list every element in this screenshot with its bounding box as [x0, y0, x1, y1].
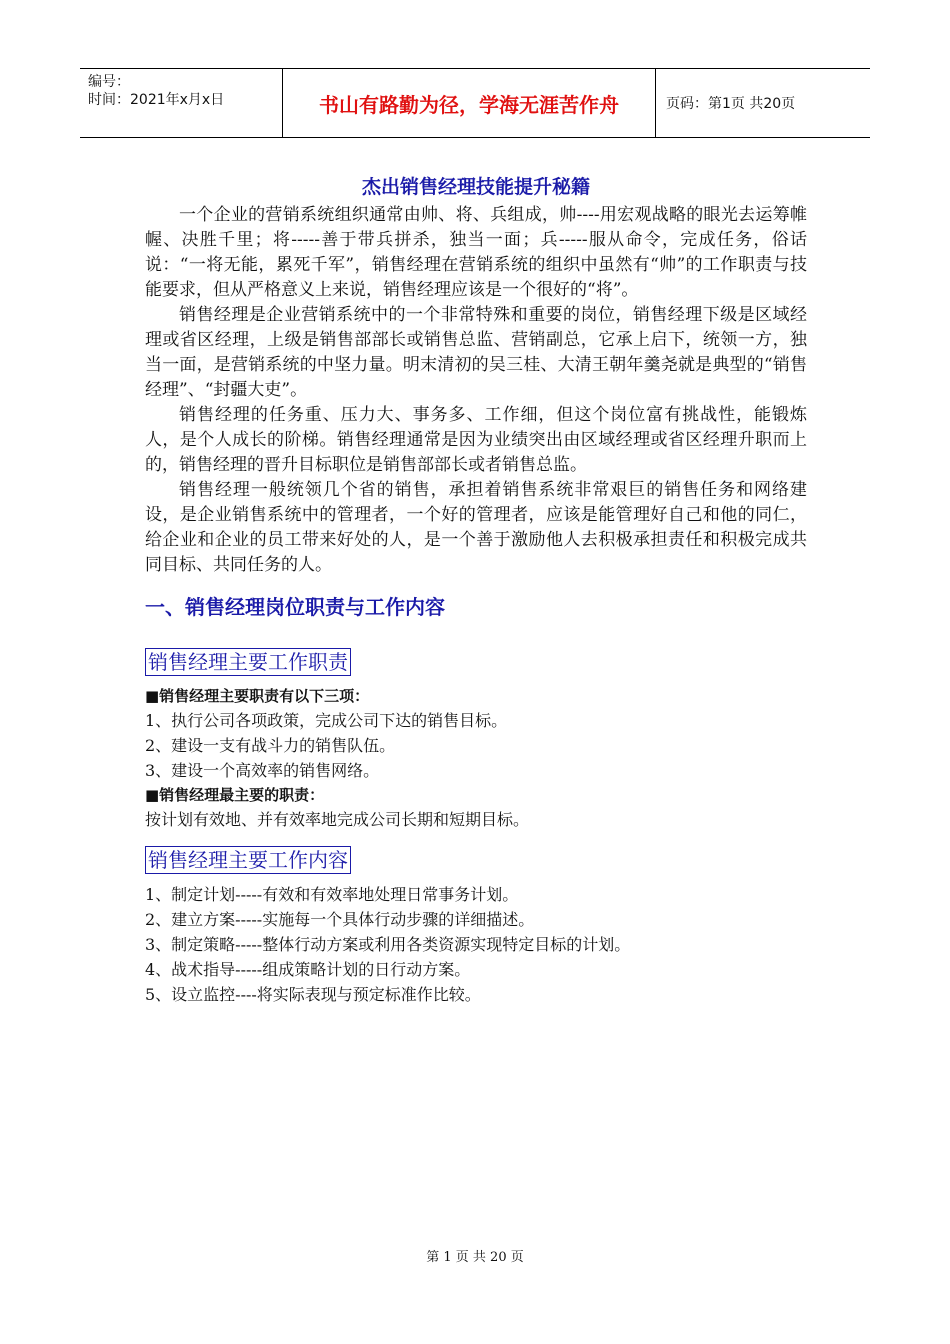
duties-heading: ■销售经理主要职责有以下三项：	[145, 687, 370, 705]
section-heading: 一、销售经理岗位职责与工作内容	[145, 595, 445, 619]
subsection-heading: 销售经理主要工作内容	[145, 846, 351, 874]
subsection-heading-wrap	[145, 648, 807, 676]
date-label: 时间：2021年x月x日	[88, 92, 225, 108]
main-duty-text: 按计划有效地、并有效率地完成公司长期和短期目标。	[145, 810, 530, 829]
list-item: 5、设立监控----将实际表现与预定标准作比较。	[145, 985, 481, 1004]
paragraph: 销售经理的任务重、压力大、事务多、工作细，但这个岗位富有挑战性，能锻炼人，是个人成长的阶梯。销售经理通常是因为业绩突出由区域经理或省区经理升职而上的，销售经理的晋升目标职位是销售部部长或者销售总监。	[145, 405, 807, 475]
header-left-cell	[80, 69, 282, 137]
number-label: 编号：	[88, 74, 130, 90]
paragraph: 一个企业的营销系统组织通常由帅、将、兵组成，帅----用宏观战略的眼光去运筹帷幄、决胜千里；将-----善于带兵拼杀，独当一面；兵-----服从命令，完成任务，俗话说：“一将无能，累死千军”，销售经理在营销系统的组织中虽然有“帅”的工作职责与技能要求，但从严格意义上来说，销售经理应该是一个很好的“将”。	[145, 205, 807, 300]
page-footer: 第 1 页 共 20 页	[426, 1250, 524, 1265]
main-duty-heading: ■销售经理最主要的职责：	[145, 786, 325, 804]
list-item: 3、建设一个高效率的销售网络。	[145, 761, 380, 780]
paragraph: 销售经理是企业营销系统中的一个非常特殊和重要的岗位，销售经理下级是区域经理或省区经理，上级是销售部部长或销售总监、营销副总，它承上启下，统领一方，独当一面，是营销系统的中坚力量。明末清初的吴三桂、大清王朝年羹尧就是典型的“销售经理”、“封疆大吏”。	[145, 305, 807, 400]
document-body	[145, 172, 807, 1007]
document-title: 杰出销售经理技能提升秘籍	[361, 176, 590, 198]
paragraph: 销售经理一般统领几个省的销售，承担着销售系统非常艰巨的销售任务和网络建设，是企业销售系统中的管理者，一个好的管理者，应该是能管理好自己和他的同仁，给企业和企业的员工带来好处的人，是一个善于激励他人去积极承担责任和积极完成共同目标、共同任务的人。	[145, 480, 807, 575]
list-item: 3、制定策略-----整体行动方案或利用各类资源实现特定目标的计划。	[145, 935, 631, 954]
list-item: 1、执行公司各项政策，完成公司下达的销售目标。	[145, 711, 508, 730]
list-item: 2、建设一支有战斗力的销售队伍。	[145, 736, 396, 755]
subsection-heading-wrap	[145, 846, 807, 874]
subsection-heading: 销售经理主要工作职责	[145, 648, 351, 676]
list-item: 4、战术指导-----组成策略计划的日行动方案。	[145, 960, 471, 979]
list-item: 2、建立方案-----实施每一个具体行动步骤的详细描述。	[145, 910, 535, 929]
motto: 书山有路勤为径，学海无涯苦作舟	[282, 69, 656, 137]
page-header	[80, 68, 870, 138]
page-info: 页码：第1页 共20页	[666, 96, 796, 112]
list-item: 1、制定计划-----有效和有效率地处理日常事务计划。	[145, 885, 519, 904]
